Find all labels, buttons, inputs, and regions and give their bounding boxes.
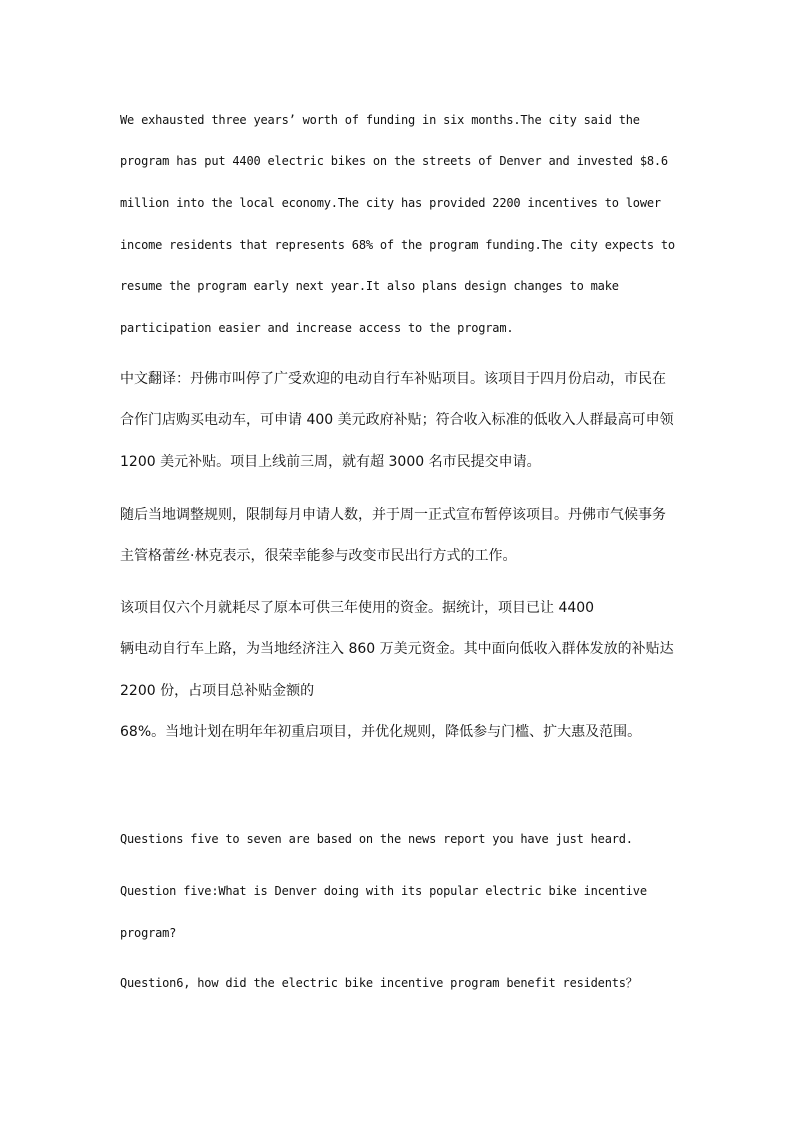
chinese-line: 合作门店购买电动车，可申请 400 美元政府补贴；符合收入标准的低收入人群最高可申领 bbox=[120, 412, 674, 428]
english-line: income residents that represents 68% of the program funding.The city expects to bbox=[120, 238, 675, 252]
chinese-line: 中文翻译：丹佛市叫停了广受欢迎的电动自行车补贴项目。该项目于四月份启动，市民在 bbox=[120, 371, 666, 387]
question-line: Questions five to seven are based on the news report you have just heard. bbox=[120, 832, 633, 846]
question-line: program? bbox=[120, 926, 177, 940]
chinese-line: 辆电动自行车上路，为当地经济注入 860 万美元资金。其中面向低收入群体发放的补贴达 bbox=[120, 641, 674, 657]
english-line: resume the program early next year.It also plans design changes to make bbox=[120, 279, 619, 293]
chinese-line: 2200 份，占项目总补贴金额的 bbox=[120, 683, 315, 699]
question-line: Question five:What is Denver doing with its popular electric bike incentive bbox=[120, 884, 647, 898]
question-line: Question6, how did the electric bike incentive program benefit residents？ bbox=[120, 976, 638, 990]
chinese-line: 主管格蕾丝·林克表示，很荣幸能参与改变市民出行方式的工作。 bbox=[120, 548, 517, 564]
chinese-line: 68%。当地计划在明年年初重启项目，并优化规则，降低参与门槛、扩大惠及范围。 bbox=[120, 724, 642, 740]
english-line: participation easier and increase access to the program. bbox=[120, 321, 514, 335]
chinese-line: 该项目仅六个月就耗尽了原本可供三年使用的资金。据统计，项目已让 4400 bbox=[120, 600, 595, 616]
english-line: million into the local economy.The city has provided 2200 incentives to lower bbox=[120, 196, 661, 210]
english-line: We exhausted three years’ worth of funding in six months.The city said the bbox=[120, 113, 640, 127]
chinese-line: 1200 美元补贴。项目上线前三周，就有超 3000 名市民提交申请。 bbox=[120, 454, 541, 470]
english-line: program has put 4400 electric bikes on the streets of Denver and invested $8.6 bbox=[120, 154, 668, 168]
chinese-line: 随后当地调整规则，限制每月申请人数，并于周一正式宣布暂停该项目。丹佛市气候事务 bbox=[120, 507, 666, 523]
